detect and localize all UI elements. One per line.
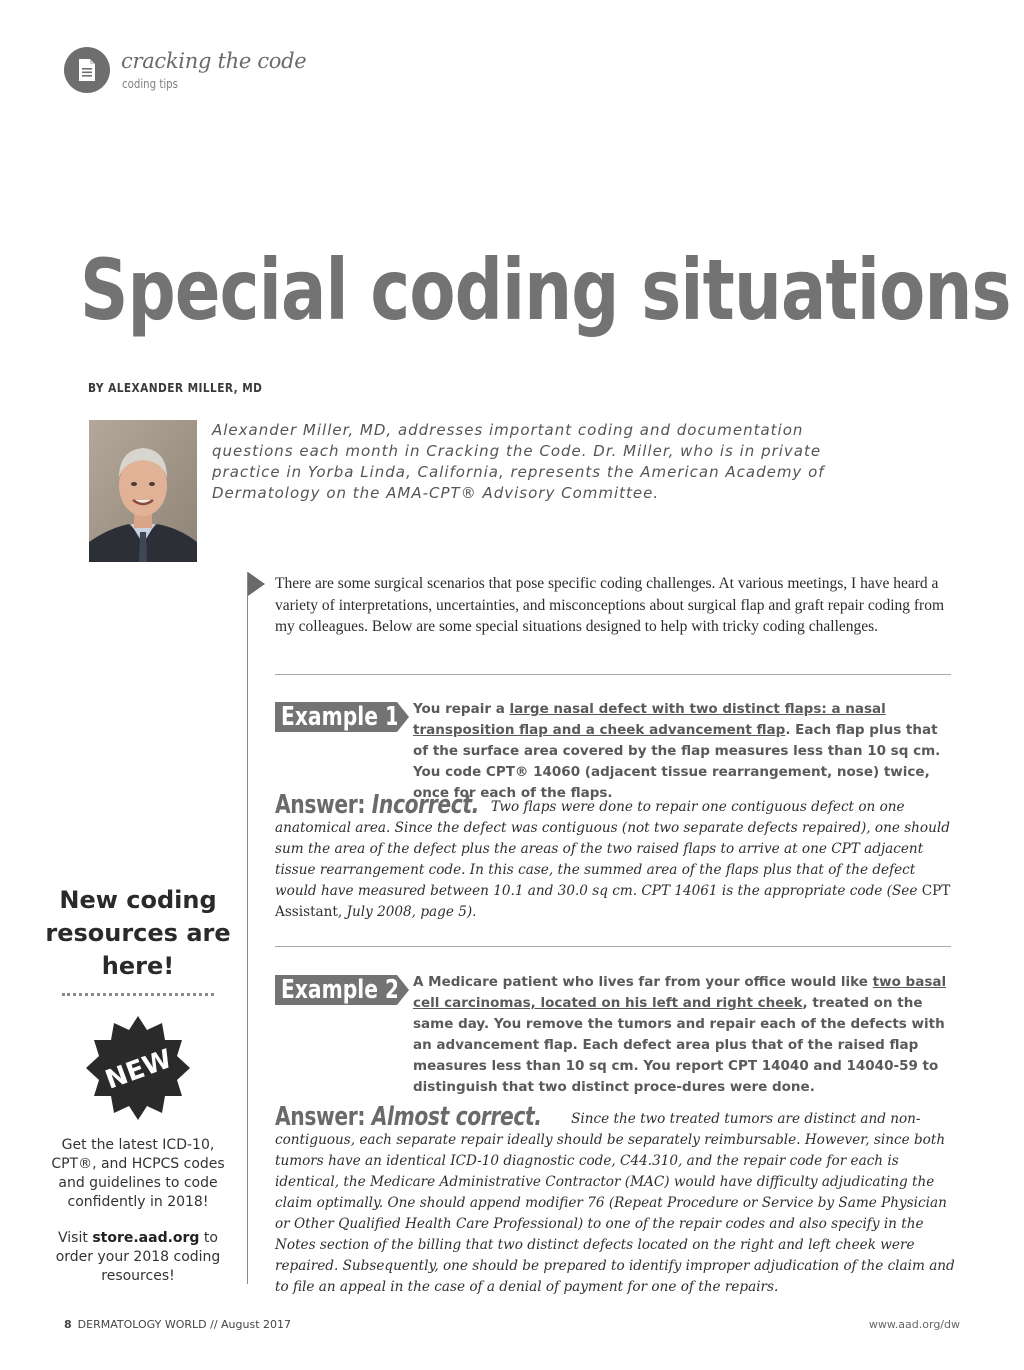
example-1-text: You repair a large nasal defect with two distinct flaps: a nasal transposition flap and a cheek advancement flap. Each flap plus that of the surface area covered by the flap measures less than 10 sq cm. You code CPT® 14060 (adjacent tissue rearrangement, nose) twice, once for each of the flaps. — [413, 701, 941, 801]
store-link[interactable]: store.aad.org — [92, 1230, 200, 1246]
arrow-icon — [397, 702, 409, 732]
footer-publication: 8 DERMATOLOGY WORLD // August 2017 — [64, 1318, 292, 1331]
divider — [275, 946, 951, 947]
badge-label: NEW — [101, 1044, 176, 1096]
dotted-divider — [62, 993, 214, 996]
article-title: Special coding situations — [80, 241, 1011, 339]
example-2-text: A Medicare patient who lives far from your office would like two basal cell carcinomas, located on his left and right cheek, treated on the same day. You remove the tumors and repair each of the defects with an advancement flap. Each defect area plus that of the raised flap measures less than 10 sq cm. You report CPT 14040 and 14040-59 to distinguish that two distinct proce-dures were done. — [413, 974, 947, 1095]
example-1-tag: Example 1 — [275, 702, 397, 732]
sidebar-heading: New coding resources are here! — [45, 886, 231, 980]
example-2-tag: Example 2 — [275, 975, 397, 1005]
author-bio: Alexander Miller, MD, addresses important coding and documentation questions each month in Cracking the Code. Dr. Miller, who is in private practice in Yorba Linda, California, represents the American Academy of Dermatology on the AMA-CPT® Advisory Committee. — [212, 421, 825, 502]
divider — [275, 674, 951, 675]
sidebar-cta: Visit store.aad.org to order your 2018 coding resources! — [55, 1230, 221, 1284]
arrow-icon — [397, 975, 409, 1005]
section-subtitle: coding tips — [122, 77, 178, 91]
document-icon — [64, 47, 110, 93]
example-2-answer: Answer: Almost correct. Since the two treated tumors are distinct and non-contiguous, each separate repair ideally should be separately reimbursable. However, since both tumors have an identical ICD-10 diagnostic code, C44.310, and the repair code for each is identical, the Medicare Administrative Contractor (MAC) would have difficulty adjudicating the claim optimally. One should append modifier 76 (Repeat Procedure or Service by Same Physician or Other Qualified Health Care Professional) to one of the repair codes and also specify in the Notes section of the billing that two distinct defects located on the right and left cheek were repaired. Subsequently, one should be prepared to identify improper adjudication of the claim and to file an appeal in the case of a denial of payment for one of the repairs. — [275, 1102, 955, 1295]
section-title: cracking the code — [121, 49, 307, 73]
intro-paragraph: There are some surgical scenarios that pose specific coding challenges. At various meetings, I have heard a variety of interpretations, uncertainties, and misconceptions about surgical flap and graft repair coding from my colleagues. Below are some special situations designed to help with tricky coding challenges. — [275, 575, 945, 635]
answer-label: Answer: Incorrect. — [275, 790, 479, 820]
column-divider — [247, 572, 248, 1284]
answer-label: Answer: Almost correct. — [275, 1102, 542, 1132]
new-badge — [86, 1016, 190, 1120]
sidebar-text: Get the latest ICD-10, CPT®, and HCPCS codes and guidelines to code confidently in 2018! — [51, 1137, 225, 1210]
author-photo — [89, 420, 197, 562]
byline: BY ALEXANDER MILLER, MD — [88, 381, 263, 395]
example-1-answer: Answer: Incorrect. Two flaps were done to repair one contiguous defect on one anatomical area. Since the defect was contiguous (not two separate defects repaired), one should sum the area of the defect plus the areas of the two raised flaps to arrive at one CPT adjacent tissue rearrangement code. In this case, the summed area of the flaps plus that of the defect would have measured between 10.1 and 30.0 sq cm. CPT 14061 is the appropriate code (See CPT Assistant, July 2008, page 5). — [275, 790, 951, 920]
footer-url[interactable]: www.aad.org/dw — [868, 1318, 960, 1331]
triangle-marker-icon — [248, 572, 265, 596]
